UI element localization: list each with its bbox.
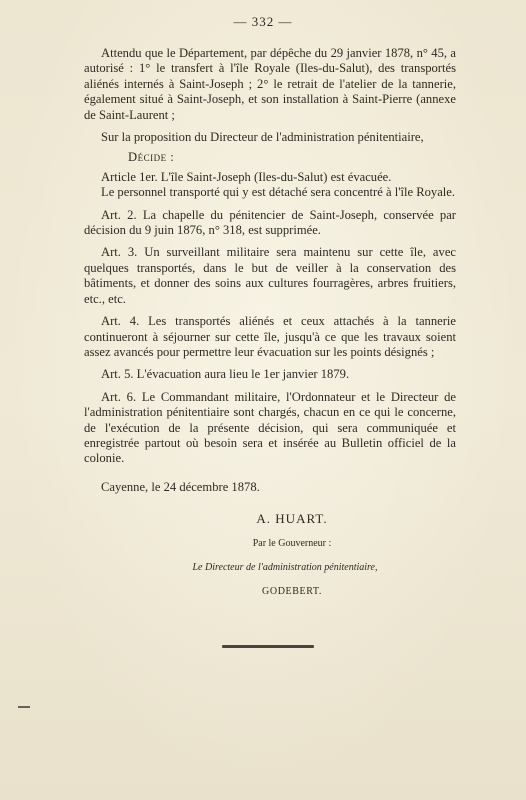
director-name: GODEBERT. [262,586,322,598]
binding-mark [18,706,30,708]
proposal-paragraph: Sur la proposition du Directeur de l'administration pénitentiaire, [101,130,424,145]
article-5: Art. 5. L'évacuation aura lieu le 1er janvier 1879. [101,367,350,382]
preamble-paragraph: Attendu que le Département, par dépêche du 29 janvier 1878, n° 45, a autorisé : 1° le transfert à l'île Royale (Iles-du-Salut), des transportés aliénés internés à Saint-Joseph ; 2° le retrait de l'atelier de la tannerie, également situé à Saint-Joseph, et son installation à Saint-Pierre (annexe de Saint-Laurent ; [84,46,456,122]
signatory-name: A. HUART. [256,511,328,527]
article-2: Art. 2. La chapelle du pénitencier de Saint-Joseph, conservée par décision du 9 juin 1876, n° 318, est supprimée. [84,207,456,238]
decision-text [84,46,456,600]
page-number: — 332 — [233,14,293,29]
end-rule-divider [222,645,314,648]
article-1-continuation: Le personnel transporté qui y est détaché sera concentré à l'île Royale. [101,185,456,200]
decide-heading: Décide : [128,150,175,165]
dateline: Cayenne, le 24 décembre 1878. [101,479,260,494]
article-1: Article 1er. L'île Saint-Joseph (Iles-du-Salut) est évacuée. [101,169,392,184]
article-3: Art. 3. Un surveillant militaire sera maintenu sur cette île, avec quelques transportés, dans le but de veiller à la conservation des bâtiments, et donner des soins aux cultures fourragères, arbres fruitiers, etc., etc. [84,245,456,306]
signature-par-le-gouverneur: Par le Gouverneur : [252,537,332,549]
article-6: Art. 6. Le Commandant militaire, l'Ordonnateur et le Directeur de l'administration pénitentiaire sont chargés, chacun en ce qui le concerne, de l'exécution de la présente décision, qui sera communiquée et enregistrée partout où besoin sera et insérée au Bulletin officiel de la colonie. [84,389,456,466]
signature-director-title: Le Directeur de l'administration pénitentiaire, [192,561,378,573]
article-4: Art. 4. Les transportés aliénés et ceux attachés à la tannerie continueront à séjourner sur cette île, jusqu'à ce que les travaux soient assez avancés pour permettre leur évacuation sur les points désignés ; [84,314,456,359]
